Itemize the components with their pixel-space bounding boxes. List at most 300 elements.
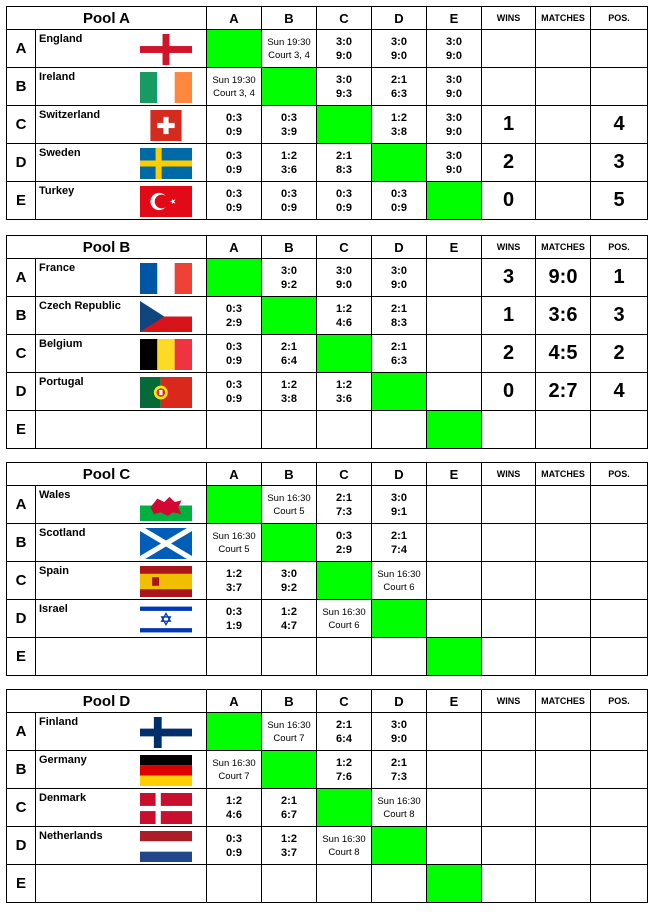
matches-header: MATCHES bbox=[536, 463, 591, 486]
matches-value bbox=[536, 144, 591, 182]
self-match-cell bbox=[207, 30, 262, 68]
belgium-flag-icon bbox=[140, 339, 192, 370]
wales-flag-icon bbox=[140, 490, 192, 521]
column-header: A bbox=[207, 690, 262, 713]
team-name: Switzerland bbox=[39, 109, 101, 121]
row-label: E bbox=[7, 182, 36, 220]
sets-score: 1:2 bbox=[281, 605, 297, 618]
self-match-cell bbox=[372, 600, 427, 638]
match-time: Sun 16:30 bbox=[322, 606, 366, 618]
switzerland-flag-icon bbox=[140, 110, 192, 141]
matches-value: 4:5 bbox=[536, 335, 591, 373]
score-cell bbox=[262, 373, 317, 411]
points-score: 6:7 bbox=[281, 808, 297, 821]
score-cell bbox=[207, 106, 262, 144]
team-name: England bbox=[39, 33, 83, 45]
table-row bbox=[7, 751, 648, 789]
empty-cell bbox=[427, 827, 482, 865]
denmark-flag-icon bbox=[140, 793, 192, 824]
score-cell bbox=[207, 297, 262, 335]
column-header: C bbox=[317, 463, 372, 486]
points-score: 8:3 bbox=[336, 163, 352, 176]
score-cell bbox=[262, 335, 317, 373]
match-time: Sun 16:30 bbox=[267, 492, 311, 504]
points-score: 0:9 bbox=[226, 354, 242, 367]
matches-value bbox=[536, 751, 591, 789]
sets-score: 3:0 bbox=[391, 264, 407, 277]
matches-value: 3:6 bbox=[536, 297, 591, 335]
score-cell bbox=[262, 600, 317, 638]
score-cell bbox=[372, 335, 427, 373]
sets-score: 1:2 bbox=[336, 378, 352, 391]
points-score: 3:7 bbox=[226, 581, 242, 594]
pos-value bbox=[591, 30, 648, 68]
wins-value bbox=[482, 562, 536, 600]
sets-score: 2:1 bbox=[391, 340, 407, 353]
score-cell bbox=[372, 259, 427, 297]
row-label: E bbox=[7, 865, 36, 903]
match-court: Court 8 bbox=[383, 808, 415, 820]
score-cell bbox=[207, 600, 262, 638]
empty-cell bbox=[262, 865, 317, 903]
table-row bbox=[7, 600, 648, 638]
matches-value bbox=[536, 638, 591, 676]
spain-flag-icon bbox=[140, 566, 192, 597]
sets-score: 2:1 bbox=[391, 529, 407, 542]
empty-cell bbox=[372, 411, 427, 449]
matches-value bbox=[536, 106, 591, 144]
empty-cell bbox=[427, 600, 482, 638]
team-cell bbox=[36, 562, 207, 600]
portugal-flag-icon bbox=[140, 377, 192, 408]
table-row bbox=[7, 865, 648, 903]
sweden-flag-icon bbox=[140, 148, 192, 179]
points-score: 6:4 bbox=[336, 732, 352, 745]
schedule-cell bbox=[262, 713, 317, 751]
wins-value bbox=[482, 638, 536, 676]
pos-value: 1 bbox=[591, 259, 648, 297]
czech-flag-icon bbox=[140, 301, 192, 332]
team-cell bbox=[36, 789, 207, 827]
matches-header: MATCHES bbox=[536, 236, 591, 259]
sets-score: 2:1 bbox=[336, 718, 352, 731]
row-label: D bbox=[7, 600, 36, 638]
sets-score: 3:0 bbox=[446, 111, 462, 124]
pos-value bbox=[591, 789, 648, 827]
team-name: Czech Republic bbox=[39, 300, 121, 312]
pos-value: 3 bbox=[591, 144, 648, 182]
schedule-cell bbox=[317, 600, 372, 638]
self-match-cell bbox=[317, 335, 372, 373]
self-match-cell bbox=[372, 827, 427, 865]
points-score: 9:0 bbox=[391, 49, 407, 62]
score-cell bbox=[207, 789, 262, 827]
points-score: 7:3 bbox=[336, 505, 352, 518]
sets-score: 2:1 bbox=[336, 149, 352, 162]
row-label: D bbox=[7, 827, 36, 865]
points-score: 0:9 bbox=[336, 201, 352, 214]
score-cell bbox=[317, 486, 372, 524]
pos-value: 4 bbox=[591, 373, 648, 411]
self-match-cell bbox=[317, 562, 372, 600]
wins-value: 1 bbox=[482, 106, 536, 144]
team-cell bbox=[36, 259, 207, 297]
column-header: B bbox=[262, 236, 317, 259]
points-score: 3:8 bbox=[281, 392, 297, 405]
sets-score: 0:3 bbox=[226, 302, 242, 315]
row-label: B bbox=[7, 751, 36, 789]
team-cell bbox=[36, 373, 207, 411]
sets-score: 2:1 bbox=[391, 73, 407, 86]
score-cell bbox=[372, 713, 427, 751]
pos-value: 3 bbox=[591, 297, 648, 335]
pool-0 bbox=[6, 6, 648, 220]
wins-value: 0 bbox=[482, 373, 536, 411]
wins-header: WINS bbox=[482, 463, 536, 486]
score-cell bbox=[317, 259, 372, 297]
schedule-cell bbox=[207, 751, 262, 789]
column-header: E bbox=[427, 463, 482, 486]
team-name: Israel bbox=[39, 603, 68, 615]
pos-value bbox=[591, 713, 648, 751]
score-cell bbox=[207, 144, 262, 182]
team-cell bbox=[36, 751, 207, 789]
empty-cell bbox=[372, 865, 427, 903]
points-score: 9:2 bbox=[281, 278, 297, 291]
points-score: 9:2 bbox=[281, 581, 297, 594]
matches-value bbox=[536, 713, 591, 751]
matches-header: MATCHES bbox=[536, 690, 591, 713]
match-time: Sun 16:30 bbox=[377, 568, 421, 580]
team-name: Finland bbox=[39, 716, 79, 728]
ireland-flag-icon bbox=[140, 72, 192, 103]
sets-score: 3:0 bbox=[336, 264, 352, 277]
score-cell bbox=[262, 182, 317, 220]
empty-cell bbox=[427, 486, 482, 524]
team-cell bbox=[36, 106, 207, 144]
points-score: 9:0 bbox=[391, 732, 407, 745]
team-cell bbox=[36, 827, 207, 865]
score-cell bbox=[372, 297, 427, 335]
table-row bbox=[7, 562, 648, 600]
matches-value bbox=[536, 486, 591, 524]
column-header: D bbox=[372, 7, 427, 30]
pos-value bbox=[591, 638, 648, 676]
table-row bbox=[7, 524, 648, 562]
points-score: 6:3 bbox=[391, 354, 407, 367]
column-header: A bbox=[207, 7, 262, 30]
empty-cell bbox=[427, 524, 482, 562]
match-time: Sun 16:30 bbox=[267, 719, 311, 731]
matches-value bbox=[536, 789, 591, 827]
points-score: 3:9 bbox=[281, 125, 297, 138]
score-cell bbox=[427, 144, 482, 182]
match-time: Sun 16:30 bbox=[377, 795, 421, 807]
matches-value: 9:0 bbox=[536, 259, 591, 297]
column-header: C bbox=[317, 236, 372, 259]
sets-score: 1:2 bbox=[281, 149, 297, 162]
matches-header: MATCHES bbox=[536, 7, 591, 30]
pos-value: 4 bbox=[591, 106, 648, 144]
sets-score: 1:2 bbox=[281, 378, 297, 391]
score-cell bbox=[262, 106, 317, 144]
points-score: 9:3 bbox=[336, 87, 352, 100]
sets-score: 0:3 bbox=[226, 149, 242, 162]
column-header: D bbox=[372, 236, 427, 259]
column-header: A bbox=[207, 236, 262, 259]
sets-score: 0:3 bbox=[226, 605, 242, 618]
table-row bbox=[7, 297, 648, 335]
points-score: 7:6 bbox=[336, 770, 352, 783]
sets-score: 0:3 bbox=[336, 187, 352, 200]
column-header: E bbox=[427, 236, 482, 259]
points-score: 4:7 bbox=[281, 619, 297, 632]
wins-value: 0 bbox=[482, 182, 536, 220]
match-court: Court 3, 4 bbox=[268, 49, 310, 61]
matches-value bbox=[536, 865, 591, 903]
self-match-cell bbox=[372, 373, 427, 411]
team-name: Ireland bbox=[39, 71, 76, 83]
empty-cell bbox=[317, 865, 372, 903]
score-cell bbox=[262, 562, 317, 600]
sets-score: 3:0 bbox=[281, 567, 297, 580]
sets-score: 0:3 bbox=[281, 187, 297, 200]
match-court: Court 7 bbox=[218, 770, 250, 782]
sets-score: 2:1 bbox=[281, 794, 297, 807]
pool-table bbox=[6, 462, 648, 676]
sets-score: 3:0 bbox=[391, 718, 407, 731]
france-flag-icon bbox=[140, 263, 192, 294]
points-score: 0:9 bbox=[391, 201, 407, 214]
empty-cell bbox=[317, 411, 372, 449]
points-score: 4:6 bbox=[226, 808, 242, 821]
pos-value bbox=[591, 865, 648, 903]
table-row bbox=[7, 638, 648, 676]
pos-header: POS. bbox=[591, 463, 648, 486]
wins-value bbox=[482, 524, 536, 562]
israel-flag-icon bbox=[140, 604, 192, 635]
wins-value: 2 bbox=[482, 335, 536, 373]
empty-cell bbox=[207, 411, 262, 449]
team-name: France bbox=[39, 262, 76, 274]
team-cell bbox=[36, 638, 207, 676]
match-time: Sun 16:30 bbox=[212, 530, 256, 542]
wins-value: 2 bbox=[482, 144, 536, 182]
match-court: Court 6 bbox=[383, 581, 415, 593]
points-score: 0:9 bbox=[226, 125, 242, 138]
self-match-cell bbox=[207, 259, 262, 297]
matches-value: 2:7 bbox=[536, 373, 591, 411]
wins-value bbox=[482, 865, 536, 903]
wins-value bbox=[482, 600, 536, 638]
score-cell bbox=[372, 751, 427, 789]
empty-cell bbox=[317, 638, 372, 676]
score-cell bbox=[427, 68, 482, 106]
matches-value bbox=[536, 182, 591, 220]
points-score: 9:0 bbox=[336, 49, 352, 62]
points-score: 9:0 bbox=[446, 87, 462, 100]
matches-value bbox=[536, 827, 591, 865]
row-label: C bbox=[7, 335, 36, 373]
pool-3 bbox=[6, 689, 648, 903]
sets-score: 1:2 bbox=[226, 794, 242, 807]
points-score: 9:0 bbox=[446, 163, 462, 176]
pool-1 bbox=[6, 235, 648, 449]
sets-score: 0:3 bbox=[281, 111, 297, 124]
sets-score: 3:0 bbox=[446, 149, 462, 162]
wins-value bbox=[482, 713, 536, 751]
row-label: B bbox=[7, 297, 36, 335]
points-score: 9:0 bbox=[391, 278, 407, 291]
empty-cell bbox=[427, 373, 482, 411]
team-cell bbox=[36, 182, 207, 220]
score-cell bbox=[207, 182, 262, 220]
sets-score: 2:1 bbox=[391, 756, 407, 769]
netherlands-flag-icon bbox=[140, 831, 192, 862]
team-cell bbox=[36, 30, 207, 68]
sets-score: 2:1 bbox=[391, 302, 407, 315]
score-cell bbox=[372, 68, 427, 106]
row-label: A bbox=[7, 259, 36, 297]
points-score: 9:1 bbox=[391, 505, 407, 518]
pos-value bbox=[591, 562, 648, 600]
score-cell bbox=[317, 297, 372, 335]
sets-score: 2:1 bbox=[336, 491, 352, 504]
sets-score: 3:0 bbox=[446, 35, 462, 48]
row-label: B bbox=[7, 68, 36, 106]
table-row bbox=[7, 68, 648, 106]
pos-value bbox=[591, 751, 648, 789]
points-score: 9:0 bbox=[446, 125, 462, 138]
wins-value bbox=[482, 30, 536, 68]
wins-value bbox=[482, 68, 536, 106]
points-score: 0:9 bbox=[226, 846, 242, 859]
match-court: Court 6 bbox=[328, 619, 360, 631]
column-header: D bbox=[372, 463, 427, 486]
sets-score: 1:2 bbox=[281, 832, 297, 845]
self-match-cell bbox=[262, 751, 317, 789]
self-match-cell bbox=[372, 144, 427, 182]
score-cell bbox=[427, 30, 482, 68]
self-match-cell bbox=[427, 182, 482, 220]
sets-score: 1:2 bbox=[226, 567, 242, 580]
row-label: B bbox=[7, 524, 36, 562]
matches-value bbox=[536, 30, 591, 68]
self-match-cell bbox=[262, 524, 317, 562]
team-cell bbox=[36, 865, 207, 903]
sets-score: 3:0 bbox=[391, 35, 407, 48]
empty-cell bbox=[427, 297, 482, 335]
wins-value: 1 bbox=[482, 297, 536, 335]
team-name: Germany bbox=[39, 754, 87, 766]
pool-table bbox=[6, 689, 648, 903]
score-cell bbox=[317, 182, 372, 220]
points-score: 2:9 bbox=[336, 543, 352, 556]
sets-score: 3:0 bbox=[391, 491, 407, 504]
score-cell bbox=[372, 30, 427, 68]
points-score: 3:6 bbox=[281, 163, 297, 176]
sets-score: 0:3 bbox=[226, 111, 242, 124]
empty-cell bbox=[427, 259, 482, 297]
matches-value bbox=[536, 562, 591, 600]
match-time: Sun 16:30 bbox=[212, 757, 256, 769]
row-label: D bbox=[7, 144, 36, 182]
points-score: 3:8 bbox=[391, 125, 407, 138]
column-header: B bbox=[262, 7, 317, 30]
schedule-cell bbox=[317, 827, 372, 865]
self-match-cell bbox=[317, 106, 372, 144]
team-name: Belgium bbox=[39, 338, 83, 350]
score-cell bbox=[262, 789, 317, 827]
pos-value bbox=[591, 827, 648, 865]
score-cell bbox=[317, 524, 372, 562]
sets-score: 3:0 bbox=[336, 35, 352, 48]
points-score: 2:9 bbox=[226, 316, 242, 329]
team-cell bbox=[36, 486, 207, 524]
points-score: 0:9 bbox=[226, 163, 242, 176]
pool-2 bbox=[6, 462, 648, 676]
match-court: Court 5 bbox=[273, 505, 305, 517]
row-label: C bbox=[7, 789, 36, 827]
empty-cell bbox=[262, 411, 317, 449]
table-row bbox=[7, 106, 648, 144]
pos-value bbox=[591, 68, 648, 106]
table-row bbox=[7, 182, 648, 220]
pos-value: 5 bbox=[591, 182, 648, 220]
pos-value: 2 bbox=[591, 335, 648, 373]
wins-value bbox=[482, 411, 536, 449]
team-name: Netherlands bbox=[39, 830, 103, 842]
points-score: 7:3 bbox=[391, 770, 407, 783]
wins-value bbox=[482, 751, 536, 789]
column-header: E bbox=[427, 7, 482, 30]
match-time: Sun 19:30 bbox=[267, 36, 311, 48]
team-cell bbox=[36, 68, 207, 106]
sets-score: 1:2 bbox=[336, 302, 352, 315]
team-name: Denmark bbox=[39, 792, 87, 804]
table-row bbox=[7, 713, 648, 751]
matches-value bbox=[536, 600, 591, 638]
wins-value: 3 bbox=[482, 259, 536, 297]
team-cell bbox=[36, 297, 207, 335]
schedule-cell bbox=[262, 30, 317, 68]
score-cell bbox=[317, 144, 372, 182]
empty-cell bbox=[427, 562, 482, 600]
pool-title: Pool B bbox=[7, 236, 207, 259]
score-cell bbox=[207, 562, 262, 600]
team-name: Spain bbox=[39, 565, 69, 577]
sets-score: 2:1 bbox=[281, 340, 297, 353]
wins-value bbox=[482, 827, 536, 865]
points-score: 3:6 bbox=[336, 392, 352, 405]
table-row bbox=[7, 411, 648, 449]
team-cell bbox=[36, 411, 207, 449]
sets-score: 0:3 bbox=[226, 378, 242, 391]
pos-header: POS. bbox=[591, 690, 648, 713]
sets-score: 0:3 bbox=[391, 187, 407, 200]
pos-header: POS. bbox=[591, 7, 648, 30]
match-court: Court 7 bbox=[273, 732, 305, 744]
sets-score: 1:2 bbox=[391, 111, 407, 124]
score-cell bbox=[372, 106, 427, 144]
germany-flag-icon bbox=[140, 755, 192, 786]
row-label: E bbox=[7, 638, 36, 676]
matches-value bbox=[536, 411, 591, 449]
schedule-cell bbox=[207, 524, 262, 562]
points-score: 3:7 bbox=[281, 846, 297, 859]
column-header: B bbox=[262, 463, 317, 486]
team-cell bbox=[36, 144, 207, 182]
